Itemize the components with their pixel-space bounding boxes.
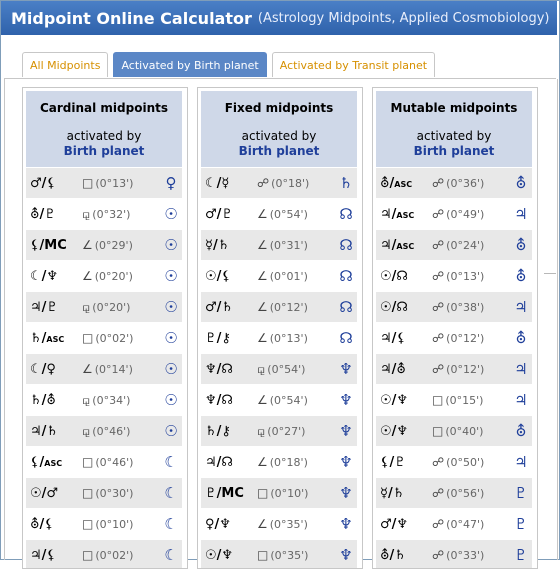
column-title: Fixed midpoints [224, 101, 334, 115]
orb-value: (0°14') [94, 363, 133, 376]
orb-value: (0°27') [267, 424, 306, 438]
aspect-cell [82, 424, 160, 439]
midpoint-pair: ☉/♆ [380, 392, 409, 408]
midpoint-row [26, 229, 182, 260]
midpoint-pair: ☉/♆ [380, 423, 409, 439]
midpoint-list [26, 167, 182, 569]
aspect-icon: ∠ [257, 331, 268, 345]
midpoint-pair: ⛢/♄ [380, 547, 406, 563]
column-title: Mutable midpoints [390, 101, 518, 115]
aspect-icon: ☍ [257, 176, 270, 190]
aspect-icon: ∠ [257, 207, 268, 221]
orb-value: (0°54') [269, 394, 308, 407]
midpoint-row [376, 384, 532, 415]
orb-value: (0°36') [446, 177, 485, 190]
midpoint-row [201, 384, 357, 415]
midpoint-pair: ♃/♇ [30, 299, 59, 315]
midpoint-row [376, 415, 532, 446]
midpoint-pair: ♂/⚸ [30, 175, 56, 191]
midpoint-list [376, 167, 532, 569]
midpoint-row [376, 198, 532, 229]
midpoint-pair: ♃/☊ [205, 454, 233, 470]
aspect-icon: ∠ [257, 300, 268, 314]
activating-planet-icon[interactable]: ♆ [339, 391, 353, 409]
orb-value: (0°13') [269, 332, 308, 345]
midpoint-row [201, 508, 357, 539]
midpoint-pair: ☿/♄ [380, 485, 405, 501]
column-header [26, 91, 182, 167]
midpoint-pair: ♃/⛢ [380, 361, 406, 377]
orb-value: (0°46') [92, 424, 131, 438]
midpoint-row [26, 508, 182, 539]
midpoint-pair: ♆/☊ [205, 361, 233, 377]
midpoint-row [201, 539, 357, 569]
aspect-icon: □ [82, 176, 94, 190]
activating-planet-icon[interactable]: ☊ [339, 298, 353, 316]
midpoint-row [26, 260, 182, 291]
midpoint-row [201, 229, 357, 260]
aspect-icon: ⚼ [82, 299, 91, 314]
column-title: Cardinal midpoints [39, 101, 169, 115]
aspect-cell [82, 300, 160, 315]
midpoint-pair: ⚸/ASC [30, 454, 63, 470]
orb-value: (0°56') [446, 487, 485, 500]
orb-value: (0°49') [446, 208, 485, 221]
midpoint-row [201, 291, 357, 322]
midpoint-row [201, 322, 357, 353]
activating-planet-icon[interactable]: ⛢ [515, 267, 527, 285]
orb-value: (0°31') [269, 239, 308, 252]
aspect-cell [432, 424, 510, 438]
activating-planet-icon[interactable]: ☊ [339, 267, 353, 285]
midpoint-pair: ♇/⚷ [205, 330, 231, 346]
activating-planet-icon[interactable]: ♆ [339, 453, 353, 471]
aspect-icon: ☍ [432, 300, 445, 314]
midpoint-row [201, 477, 357, 508]
aspect-icon: ⚼ [82, 423, 91, 438]
aspect-icon: ☍ [432, 548, 445, 562]
orb-value: (0°12') [446, 363, 485, 376]
column-mutable [372, 87, 538, 569]
aspect-cell [432, 176, 510, 190]
aspect-icon: □ [257, 548, 269, 562]
aspect-cell [432, 269, 510, 283]
midpoint-pair: ☾/♆ [30, 268, 59, 284]
activating-planet-icon[interactable]: ♀ [165, 174, 177, 192]
aspect-icon: □ [82, 331, 94, 345]
midpoint-pair: ♂/♇ [205, 206, 234, 222]
aspect-cell [257, 517, 335, 531]
aspect-cell [257, 207, 335, 221]
aspect-cell [82, 238, 160, 252]
midpoint-pair: ♄/⚷ [205, 423, 231, 439]
aspect-cell [257, 393, 335, 407]
column-header [201, 91, 357, 167]
midpoint-row [201, 353, 357, 384]
midpoint-row [376, 229, 532, 260]
aspect-cell [432, 207, 510, 221]
aspect-cell [432, 517, 510, 531]
aspect-cell [432, 393, 510, 407]
activating-planet-icon[interactable]: ⛢ [515, 329, 527, 347]
title-bar [1, 1, 557, 35]
midpoint-pair: ♇/MC [205, 485, 244, 501]
midpoint-pair: ♄/ASC [30, 330, 65, 346]
orb-value: (0°13') [446, 270, 485, 283]
aspect-icon: ∠ [82, 269, 93, 283]
aspect-icon: ∠ [82, 238, 93, 252]
activated-by-label: activated by [66, 129, 142, 143]
midpoint-row [201, 167, 357, 198]
orb-value: (0°12') [269, 301, 308, 314]
aspect-icon: □ [82, 548, 94, 562]
orb-value: (0°30') [95, 487, 134, 500]
midpoint-pair: ☉/☊ [380, 299, 408, 315]
orb-value: (0°34') [92, 393, 131, 407]
orb-value: (0°18') [269, 456, 308, 469]
aspect-icon: ∠ [257, 238, 268, 252]
aspect-cell [432, 331, 510, 345]
orb-value: (0°35') [270, 549, 309, 562]
midpoint-row [26, 446, 182, 477]
midpoint-row [201, 446, 357, 477]
aspect-icon: ☍ [432, 517, 445, 531]
aspect-cell [257, 362, 335, 377]
aspect-icon: □ [82, 455, 94, 469]
midpoint-row [201, 260, 357, 291]
activating-planet-icon[interactable]: ☾ [164, 515, 178, 533]
activating-planet-icon[interactable]: ☉ [164, 422, 178, 440]
midpoint-row [26, 167, 182, 198]
activating-planet-icon[interactable]: ♇ [514, 546, 528, 564]
aspect-cell [82, 362, 160, 376]
midpoint-pair: ☉/⚸ [205, 268, 231, 284]
midpoint-row [376, 322, 532, 353]
midpoint-row [376, 353, 532, 384]
activating-planet-icon[interactable]: ☉ [164, 391, 178, 409]
activating-planet-icon[interactable]: ☉ [164, 360, 178, 378]
aspect-icon: ☍ [432, 207, 445, 221]
activating-planet-icon[interactable]: ☊ [339, 236, 353, 254]
aspect-cell [82, 269, 160, 283]
aspect-cell [432, 300, 510, 314]
midpoint-row [26, 322, 182, 353]
activating-planet-icon[interactable]: ♃ [514, 453, 528, 471]
orb-value: (0°20') [92, 300, 131, 314]
midpoint-row [26, 353, 182, 384]
orb-value: (0°20') [94, 270, 133, 283]
orb-value: (0°38') [446, 301, 485, 314]
aspect-icon: □ [432, 424, 444, 438]
aspect-cell [257, 331, 335, 345]
aspect-cell [432, 362, 510, 376]
activating-planet-icon[interactable]: ☾ [164, 546, 178, 564]
orb-value: (0°33') [446, 549, 485, 562]
activating-planet-icon[interactable]: ⛢ [515, 174, 527, 192]
midpoint-pair: ⚸/MC [30, 237, 67, 253]
orb-value: (0°12') [446, 332, 485, 345]
activating-planet-icon[interactable]: ♆ [339, 360, 353, 378]
aspect-icon: □ [257, 486, 269, 500]
activating-planet-icon[interactable]: ♇ [514, 484, 528, 502]
orb-value: (0°10') [270, 487, 309, 500]
midpoint-pair: ♃/ASC [380, 237, 415, 253]
orb-value: (0°01') [269, 270, 308, 283]
aspect-icon: ⚼ [82, 206, 91, 221]
activator-label: Birth planet [238, 144, 320, 158]
aspect-icon: ∠ [82, 362, 93, 376]
midpoint-row [376, 260, 532, 291]
orb-value: (0°18') [271, 177, 310, 190]
aspect-icon: □ [82, 517, 94, 531]
activating-planet-icon[interactable]: ♇ [514, 515, 528, 533]
aspect-cell [82, 517, 160, 531]
aspect-icon: ☍ [432, 269, 445, 283]
activating-planet-icon[interactable]: ♃ [514, 360, 528, 378]
aspect-cell [257, 300, 335, 314]
activating-planet-icon[interactable]: ☉ [164, 267, 178, 285]
activator-label: Birth planet [413, 144, 495, 158]
activating-planet-icon[interactable]: ☊ [339, 329, 353, 347]
aspect-cell [257, 455, 335, 469]
aspect-icon: □ [82, 486, 94, 500]
activating-planet-icon[interactable]: ♃ [514, 205, 528, 223]
divider [544, 273, 556, 274]
orb-value: (0°02') [95, 332, 134, 345]
midpoint-pair: ☉/♆ [205, 547, 234, 563]
activating-planet-icon[interactable]: ♆ [339, 546, 353, 564]
midpoint-pair: ☉/♂ [30, 485, 59, 501]
aspect-icon: ☍ [432, 486, 445, 500]
aspect-cell [432, 455, 510, 469]
aspect-cell [432, 486, 510, 500]
aspect-cell [82, 455, 160, 469]
aspect-cell [82, 331, 160, 345]
aspect-icon: ∠ [257, 455, 268, 469]
orb-value: (0°13') [95, 177, 134, 190]
midpoint-row [26, 291, 182, 322]
aspect-cell [82, 207, 160, 222]
orb-value: (0°46') [95, 456, 134, 469]
midpoint-row [376, 167, 532, 198]
aspect-icon: ☍ [432, 331, 445, 345]
midpoint-row [201, 198, 357, 229]
midpoint-row [26, 198, 182, 229]
midpoint-pair: ♀/♆ [205, 516, 231, 532]
midpoint-pair: ⛢/⚸ [30, 516, 54, 532]
midpoint-row [26, 539, 182, 569]
aspect-icon: ⚼ [257, 423, 266, 438]
midpoint-row [376, 446, 532, 477]
aspect-cell [257, 176, 335, 190]
activating-planet-icon[interactable]: ♃ [514, 391, 528, 409]
tab-activated-by-transit-planet[interactable]: Activated by Transit planet [272, 52, 435, 77]
activating-planet-icon[interactable]: ☾ [164, 453, 178, 471]
orb-value: (0°32') [92, 207, 131, 221]
aspect-cell [432, 238, 510, 252]
aspect-icon: ∠ [257, 517, 268, 531]
aspect-cell [257, 486, 335, 500]
orb-value: (0°40') [445, 425, 484, 438]
midpoint-pair: ⛢/ASC [380, 175, 413, 191]
orb-value: (0°10') [95, 518, 134, 531]
midpoint-pair: ☾/☿ [205, 175, 230, 191]
orb-value: (0°50') [446, 456, 485, 469]
orb-value: (0°54') [267, 362, 306, 376]
midpoint-pair: ⚸/♇ [380, 454, 406, 470]
orb-value: (0°54') [269, 208, 308, 221]
midpoint-row [376, 508, 532, 539]
midpoint-pair: ♆/☊ [205, 392, 233, 408]
midpoint-pair: ♃/ASC [380, 206, 415, 222]
aspect-icon: ☍ [432, 455, 445, 469]
activating-planet-icon[interactable]: ♆ [339, 484, 353, 502]
orb-value: (0°35') [269, 518, 308, 531]
orb-value: (0°47') [446, 518, 485, 531]
aspect-icon: ∠ [257, 269, 268, 283]
tab-all-midpoints[interactable]: All Midpoints [22, 52, 108, 77]
column-header [376, 91, 532, 167]
page-title: Midpoint Online Calculator [11, 8, 252, 28]
aspect-cell [257, 238, 335, 252]
activated-by-label: activated by [241, 129, 317, 143]
aspect-cell [82, 176, 160, 190]
aspect-icon: □ [432, 393, 444, 407]
midpoint-row [26, 477, 182, 508]
activating-planet-icon[interactable]: ♆ [339, 515, 353, 533]
activator-label: Birth planet [63, 144, 145, 158]
aspect-cell [257, 424, 335, 439]
activating-planet-icon[interactable]: ♄ [339, 174, 353, 192]
aspect-icon: ⚼ [257, 361, 266, 376]
midpoint-row [201, 415, 357, 446]
tab-activated-by-birth-planet[interactable]: Activated by Birth planet [113, 52, 266, 77]
activated-by-label: activated by [416, 129, 492, 143]
midpoint-pair: ♄/⛢ [30, 392, 56, 408]
aspect-icon: ☍ [432, 176, 445, 190]
midpoint-row [376, 291, 532, 322]
activating-planet-icon[interactable]: ☉ [164, 329, 178, 347]
column-cardinal [22, 87, 188, 569]
orb-value: (0°15') [445, 394, 484, 407]
activating-planet-icon[interactable]: ☉ [164, 205, 178, 223]
orb-value: (0°24') [446, 239, 485, 252]
midpoint-pair: ♃/⚸ [30, 547, 56, 563]
midpoint-pair: ☿/♄ [205, 237, 230, 253]
midpoint-pair: ♂/♄ [205, 299, 234, 315]
activating-planet-icon[interactable]: ♃ [514, 298, 528, 316]
aspect-cell [257, 269, 335, 283]
aspect-icon: ∠ [257, 393, 268, 407]
orb-value: (0°02') [95, 549, 134, 562]
midpoint-pair: ⛢/♇ [30, 206, 56, 222]
aspect-icon: ⚼ [82, 392, 91, 407]
activating-planet-icon[interactable]: ☉ [164, 236, 178, 254]
aspect-cell [82, 486, 160, 500]
aspect-icon: ☍ [432, 238, 445, 252]
midpoint-pair: ☉/☊ [380, 268, 408, 284]
midpoint-list [201, 167, 357, 569]
activating-planet-icon[interactable]: ☊ [339, 205, 353, 223]
midpoint-row [376, 539, 532, 569]
midpoint-row [26, 415, 182, 446]
activating-planet-icon[interactable]: ♆ [339, 422, 353, 440]
aspect-icon: ☍ [432, 362, 445, 376]
tab-bar [22, 52, 435, 78]
midpoint-row [376, 477, 532, 508]
activating-planet-icon[interactable]: ☾ [164, 484, 178, 502]
column-fixed [197, 87, 363, 569]
midpoint-row [26, 384, 182, 415]
midpoint-pair: ☾/♀ [30, 361, 56, 377]
page-subtitle: (Astrology Midpoints, Applied Cosmobiology) [257, 10, 550, 26]
aspect-cell [82, 393, 160, 408]
orb-value: (0°29') [94, 239, 133, 252]
midpoint-pair: ♂/♆ [380, 516, 409, 532]
activating-planet-icon[interactable]: ☉ [164, 298, 178, 316]
midpoint-pair: ♃/♄ [30, 423, 59, 439]
midpoint-pair: ♃/⚸ [380, 330, 406, 346]
activating-planet-icon[interactable]: ⛢ [515, 422, 527, 440]
activating-planet-icon[interactable]: ⛢ [515, 236, 527, 254]
